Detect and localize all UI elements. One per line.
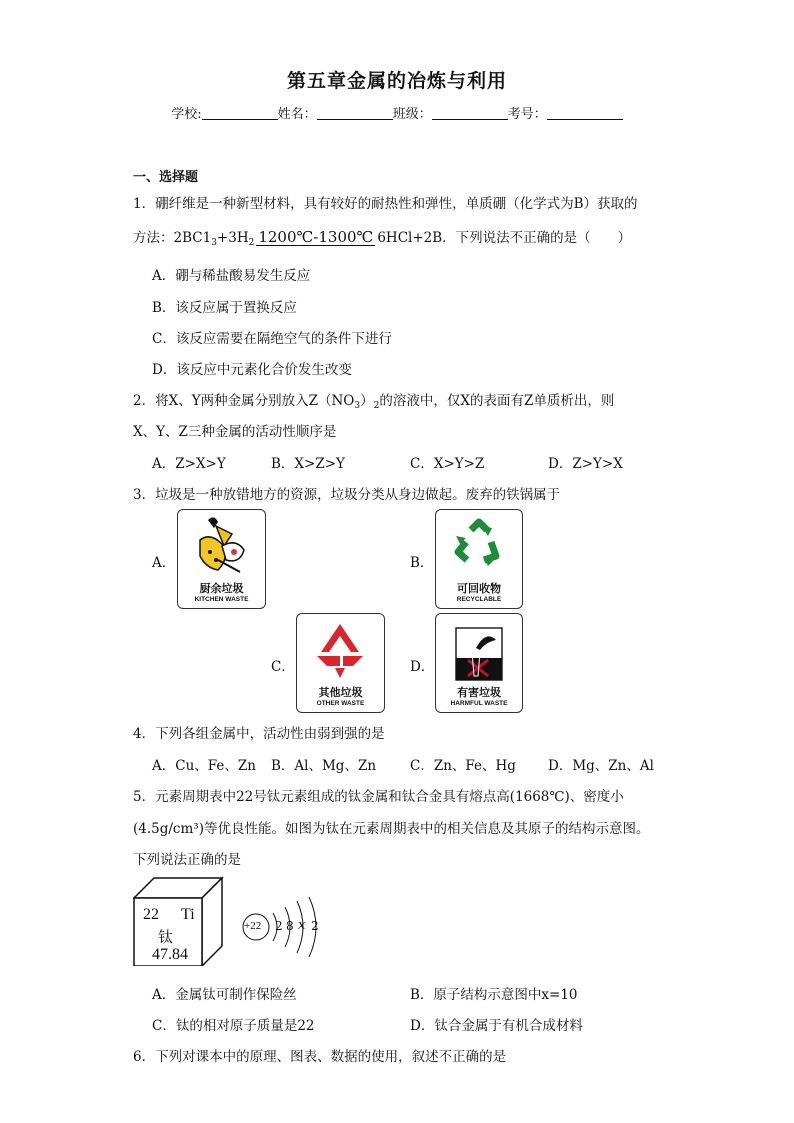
q4-option-b[interactable]: B．Al、Mg、Zn xyxy=(271,758,377,774)
atom-shell-4: 2 xyxy=(311,919,319,933)
kitchen-waste-card[interactable] xyxy=(177,509,266,609)
number-label: 考号： xyxy=(507,107,547,122)
q1-option-d[interactable]: D．该反应中元素化合价发生改变 xyxy=(152,362,352,378)
q2-option-d[interactable]: D．Z>Y>X xyxy=(548,456,623,472)
q1-sub3: 3 xyxy=(211,238,217,248)
q2-sub2: 2 xyxy=(373,401,380,411)
element-symbol: Ti xyxy=(181,906,195,923)
element-name: 钛 xyxy=(158,928,174,946)
name-label: 姓名： xyxy=(277,107,317,122)
q2-option-a[interactable]: A．Z>X>Y xyxy=(152,456,226,472)
q4-option-d[interactable]: D．Mg、Zn、Al xyxy=(548,758,654,774)
page-title: 第五章金属的冶炼与利用 xyxy=(286,70,507,92)
student-info-row xyxy=(0,103,794,122)
kitchen-waste-cn: 厨余垃圾 xyxy=(199,582,244,595)
q4-option-a[interactable]: A．Cu、Fe、Zn xyxy=(152,758,256,774)
q2-stem-pre: 2．将X、Y两种金属分别放入Z（NO xyxy=(133,393,355,409)
q1-option-c[interactable]: C．该反应需要在隔绝空气的条件下进行 xyxy=(152,331,392,347)
q5-stem-line1: 5．元素周期表中22号钛元素组成的钛金属和钛合金具有熔点高(1668℃)、密度小 xyxy=(133,789,624,805)
q1-reaction-condition: 1200℃-1300℃ xyxy=(258,228,374,246)
number-blank[interactable] xyxy=(547,106,623,120)
recyclable-cn: 可回收物 xyxy=(457,582,501,595)
other-waste-en: OTHER WASTE xyxy=(316,700,365,707)
q6-stem: 6．下列对课本中的原理、图表、数据的使用，叙述不正确的是 xyxy=(133,1049,507,1065)
q2-sub3: 3 xyxy=(354,401,361,411)
harmful-waste-card[interactable] xyxy=(435,613,523,713)
q3-option-b-letter[interactable]: B． xyxy=(410,555,434,571)
q2-option-b[interactable]: B．X>Z>Y xyxy=(271,456,345,472)
harmful-waste-cn: 有害垃圾 xyxy=(457,686,501,699)
school-blank[interactable] xyxy=(202,106,278,120)
other-waste-icon xyxy=(297,618,384,684)
q2-stem-line2: X、Y、Z三种金属的活动性顺序是 xyxy=(133,424,337,440)
q3-option-d-letter[interactable]: D． xyxy=(410,659,435,675)
q4-stem: 4．下列各组金属中，活动性由弱到强的是 xyxy=(133,726,385,742)
q1-option-b[interactable]: B．该反应属于置换反应 xyxy=(152,300,297,316)
q1-option-a[interactable]: A．硼与稀盐酸易发生反应 xyxy=(152,268,311,284)
kitchen-waste-icon xyxy=(178,512,265,578)
harmful-waste-en: HARMFUL WASTE xyxy=(450,700,508,707)
q5-stem-line3: 下列说法正确的是 xyxy=(133,852,241,868)
recycle-icon xyxy=(436,512,522,578)
section-title: 一、选择题 xyxy=(133,170,199,185)
q3-stem: 3．垃圾是一种放错地方的资源，垃圾分类从身边做起。废弃的铁锅属于 xyxy=(133,487,561,503)
recyclable-en: RECYCLABLE xyxy=(456,596,502,603)
atom-nucleus: +22 xyxy=(244,920,262,932)
class-blank[interactable] xyxy=(432,106,508,120)
q5-option-d[interactable]: D．钛合金属于有机合成材料 xyxy=(410,1018,583,1034)
q5-option-c[interactable]: C．钛的相对原子质量是22 xyxy=(152,1018,315,1034)
q2-option-c[interactable]: C．X>Y>Z xyxy=(410,456,485,472)
q2-stem-tail: 的溶液中，仅X的表面有Z单质析出，则 xyxy=(379,393,615,409)
element-number: 22 xyxy=(143,906,159,923)
kitchen-waste-en: KITCHEN WASTE xyxy=(194,596,249,603)
q2-stem-line1 xyxy=(133,389,614,411)
q2-stem-post: ） xyxy=(360,393,374,409)
atom-shell-1: 2 xyxy=(275,919,283,933)
other-waste-cn: 其他垃圾 xyxy=(318,686,363,699)
atom-shell-2: 8 xyxy=(286,919,294,933)
class-label: 班级： xyxy=(392,107,432,122)
other-waste-card[interactable] xyxy=(296,613,385,713)
harmful-waste-icon xyxy=(436,618,522,684)
q3-option-c-letter[interactable]: C． xyxy=(271,659,295,675)
atom-shell-3: x xyxy=(298,918,306,933)
q1-stem-pre: 方法：2BC1 xyxy=(133,230,212,246)
q1-stem-line2 xyxy=(133,226,631,248)
q5-option-b[interactable]: B．原子结构示意图中x=10 xyxy=(410,987,578,1003)
school-label: 学校: xyxy=(171,107,202,122)
q1-stem-line1: 1．硼纤维是一种新型材料，具有较好的耐热性和弹性，单质硼（化学式为B）获取的 xyxy=(133,196,638,212)
recyclable-card[interactable] xyxy=(435,509,523,609)
q3-option-a-letter[interactable]: A． xyxy=(152,555,176,571)
q4-option-c[interactable]: C．Zn、Fe、Hg xyxy=(410,758,516,774)
element-mass: 47.84 xyxy=(152,946,188,963)
q1-stem-mid: +3H xyxy=(216,230,249,246)
q5-option-a[interactable]: A．金属钛可制作保险丝 xyxy=(152,987,297,1003)
name-blank[interactable] xyxy=(317,106,393,120)
q1-stem-post: 6HCl+2B．下列说法不正确的是（ ） xyxy=(377,230,632,246)
q1-sub2: 2 xyxy=(248,238,255,248)
q5-stem-line2: (4.5g/cm³)等优良性能。如图为钛在元素周期表中的相关信息及其原子的结构示意图。 xyxy=(133,821,650,837)
